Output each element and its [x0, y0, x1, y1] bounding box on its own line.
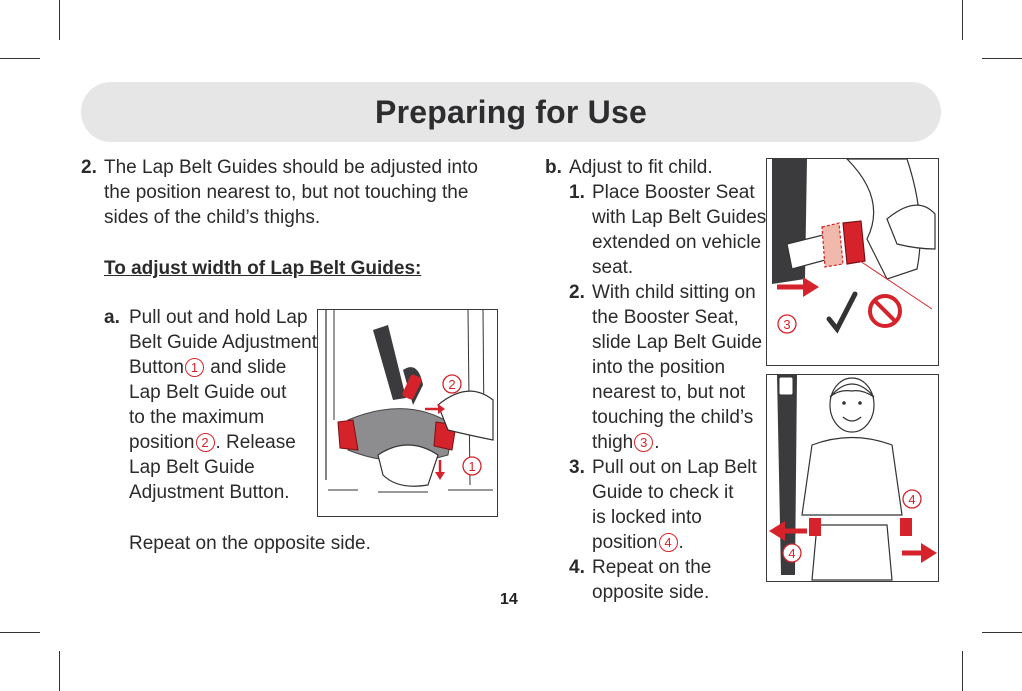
text-fragment: position	[592, 532, 658, 553]
step-2	[81, 155, 501, 230]
crop-mark	[0, 632, 40, 633]
crop-mark	[59, 0, 60, 40]
subheading: To adjust width of Lap Belt Guides:	[104, 258, 422, 279]
text-line: With child sitting on	[592, 282, 756, 303]
text-line: slide Lap Belt Guide	[592, 332, 763, 353]
crop-mark	[962, 0, 963, 40]
step-b-text: Adjust to fit child.	[569, 157, 713, 178]
callout-badge: 1	[185, 358, 204, 377]
figure-adjust-guide	[317, 309, 498, 517]
crop-mark	[962, 651, 963, 691]
text-line	[129, 355, 319, 380]
text-line: opposite side.	[592, 582, 710, 603]
text-line: with Lap Belt Guides	[592, 207, 767, 228]
callout-number: 4	[908, 492, 916, 507]
substep-4	[569, 555, 769, 605]
callout-number: 4	[788, 546, 796, 561]
step-number: 2.	[569, 282, 585, 303]
step-number: 1.	[569, 182, 585, 203]
page-number: 14	[500, 591, 518, 608]
text-fragment: position	[129, 432, 195, 453]
text-line: Adjustment Button.	[129, 482, 290, 503]
substep-1	[569, 180, 769, 280]
text-line: Belt Guide Adjustment	[129, 332, 317, 353]
text-fragment: . Release	[215, 432, 296, 453]
text-line: touching the child’s	[592, 407, 754, 428]
callout-badge: 3	[634, 433, 653, 452]
text-line	[129, 430, 319, 455]
text-fragment: Button	[129, 357, 184, 378]
step-a	[104, 305, 319, 505]
text-line: the Booster Seat,	[592, 307, 739, 328]
text-line: extended on vehicle	[592, 232, 762, 253]
figure-position-guide	[766, 158, 939, 366]
figure-drawing	[767, 375, 938, 581]
text-line: Pull out and hold Lap	[129, 307, 308, 328]
crop-mark	[982, 58, 1022, 59]
text-line: Repeat on the	[592, 557, 712, 578]
step-b	[545, 155, 713, 180]
text-line: Lap Belt Guide	[129, 457, 255, 478]
crop-mark	[982, 632, 1022, 633]
callout-badge: 4	[659, 533, 678, 552]
step-number: 4.	[569, 557, 585, 578]
text-line	[592, 530, 769, 555]
figure-drawing	[318, 310, 497, 516]
text-fragment: .	[678, 532, 684, 553]
text-line: Guide to check it	[592, 482, 734, 503]
text-fragment: thigh	[592, 432, 634, 453]
text-line: nearest to, but not	[592, 382, 746, 403]
callout-number: 3	[783, 317, 791, 332]
text-line: into the position	[592, 357, 726, 378]
text-line	[592, 430, 769, 455]
text-fragment: .	[654, 432, 660, 453]
text-line: The Lap Belt Guides should be adjusted into	[104, 157, 478, 178]
step-letter: a.	[104, 307, 120, 328]
figure-child-seated	[766, 374, 939, 582]
substep-2	[569, 280, 769, 455]
crop-mark	[59, 651, 60, 691]
callout-badge: 2	[196, 433, 215, 452]
page-title: Preparing for Use	[375, 93, 647, 130]
text-line: the position nearest to, but not touching the	[104, 182, 469, 203]
repeat-note: Repeat on the opposite side.	[129, 533, 371, 554]
header-banner	[81, 82, 941, 142]
text-line: Pull out on Lap Belt	[592, 457, 757, 478]
text-line: Lap Belt Guide out	[129, 382, 287, 403]
callout-number: 2	[448, 377, 456, 392]
callout-number: 1	[468, 459, 476, 474]
figure-drawing	[767, 159, 938, 365]
text-line: to the maximum	[129, 407, 265, 428]
step-number: 2.	[81, 157, 97, 178]
text-fragment: and slide	[204, 357, 287, 378]
step-number: 3.	[569, 457, 585, 478]
text-line: Place Booster Seat	[592, 182, 755, 203]
text-line: sides of the child’s thighs.	[104, 207, 321, 228]
step-letter: b.	[545, 157, 562, 178]
text-line: seat.	[592, 257, 634, 278]
text-line: is locked into	[592, 507, 702, 528]
substep-3	[569, 455, 769, 555]
crop-mark	[0, 58, 40, 59]
